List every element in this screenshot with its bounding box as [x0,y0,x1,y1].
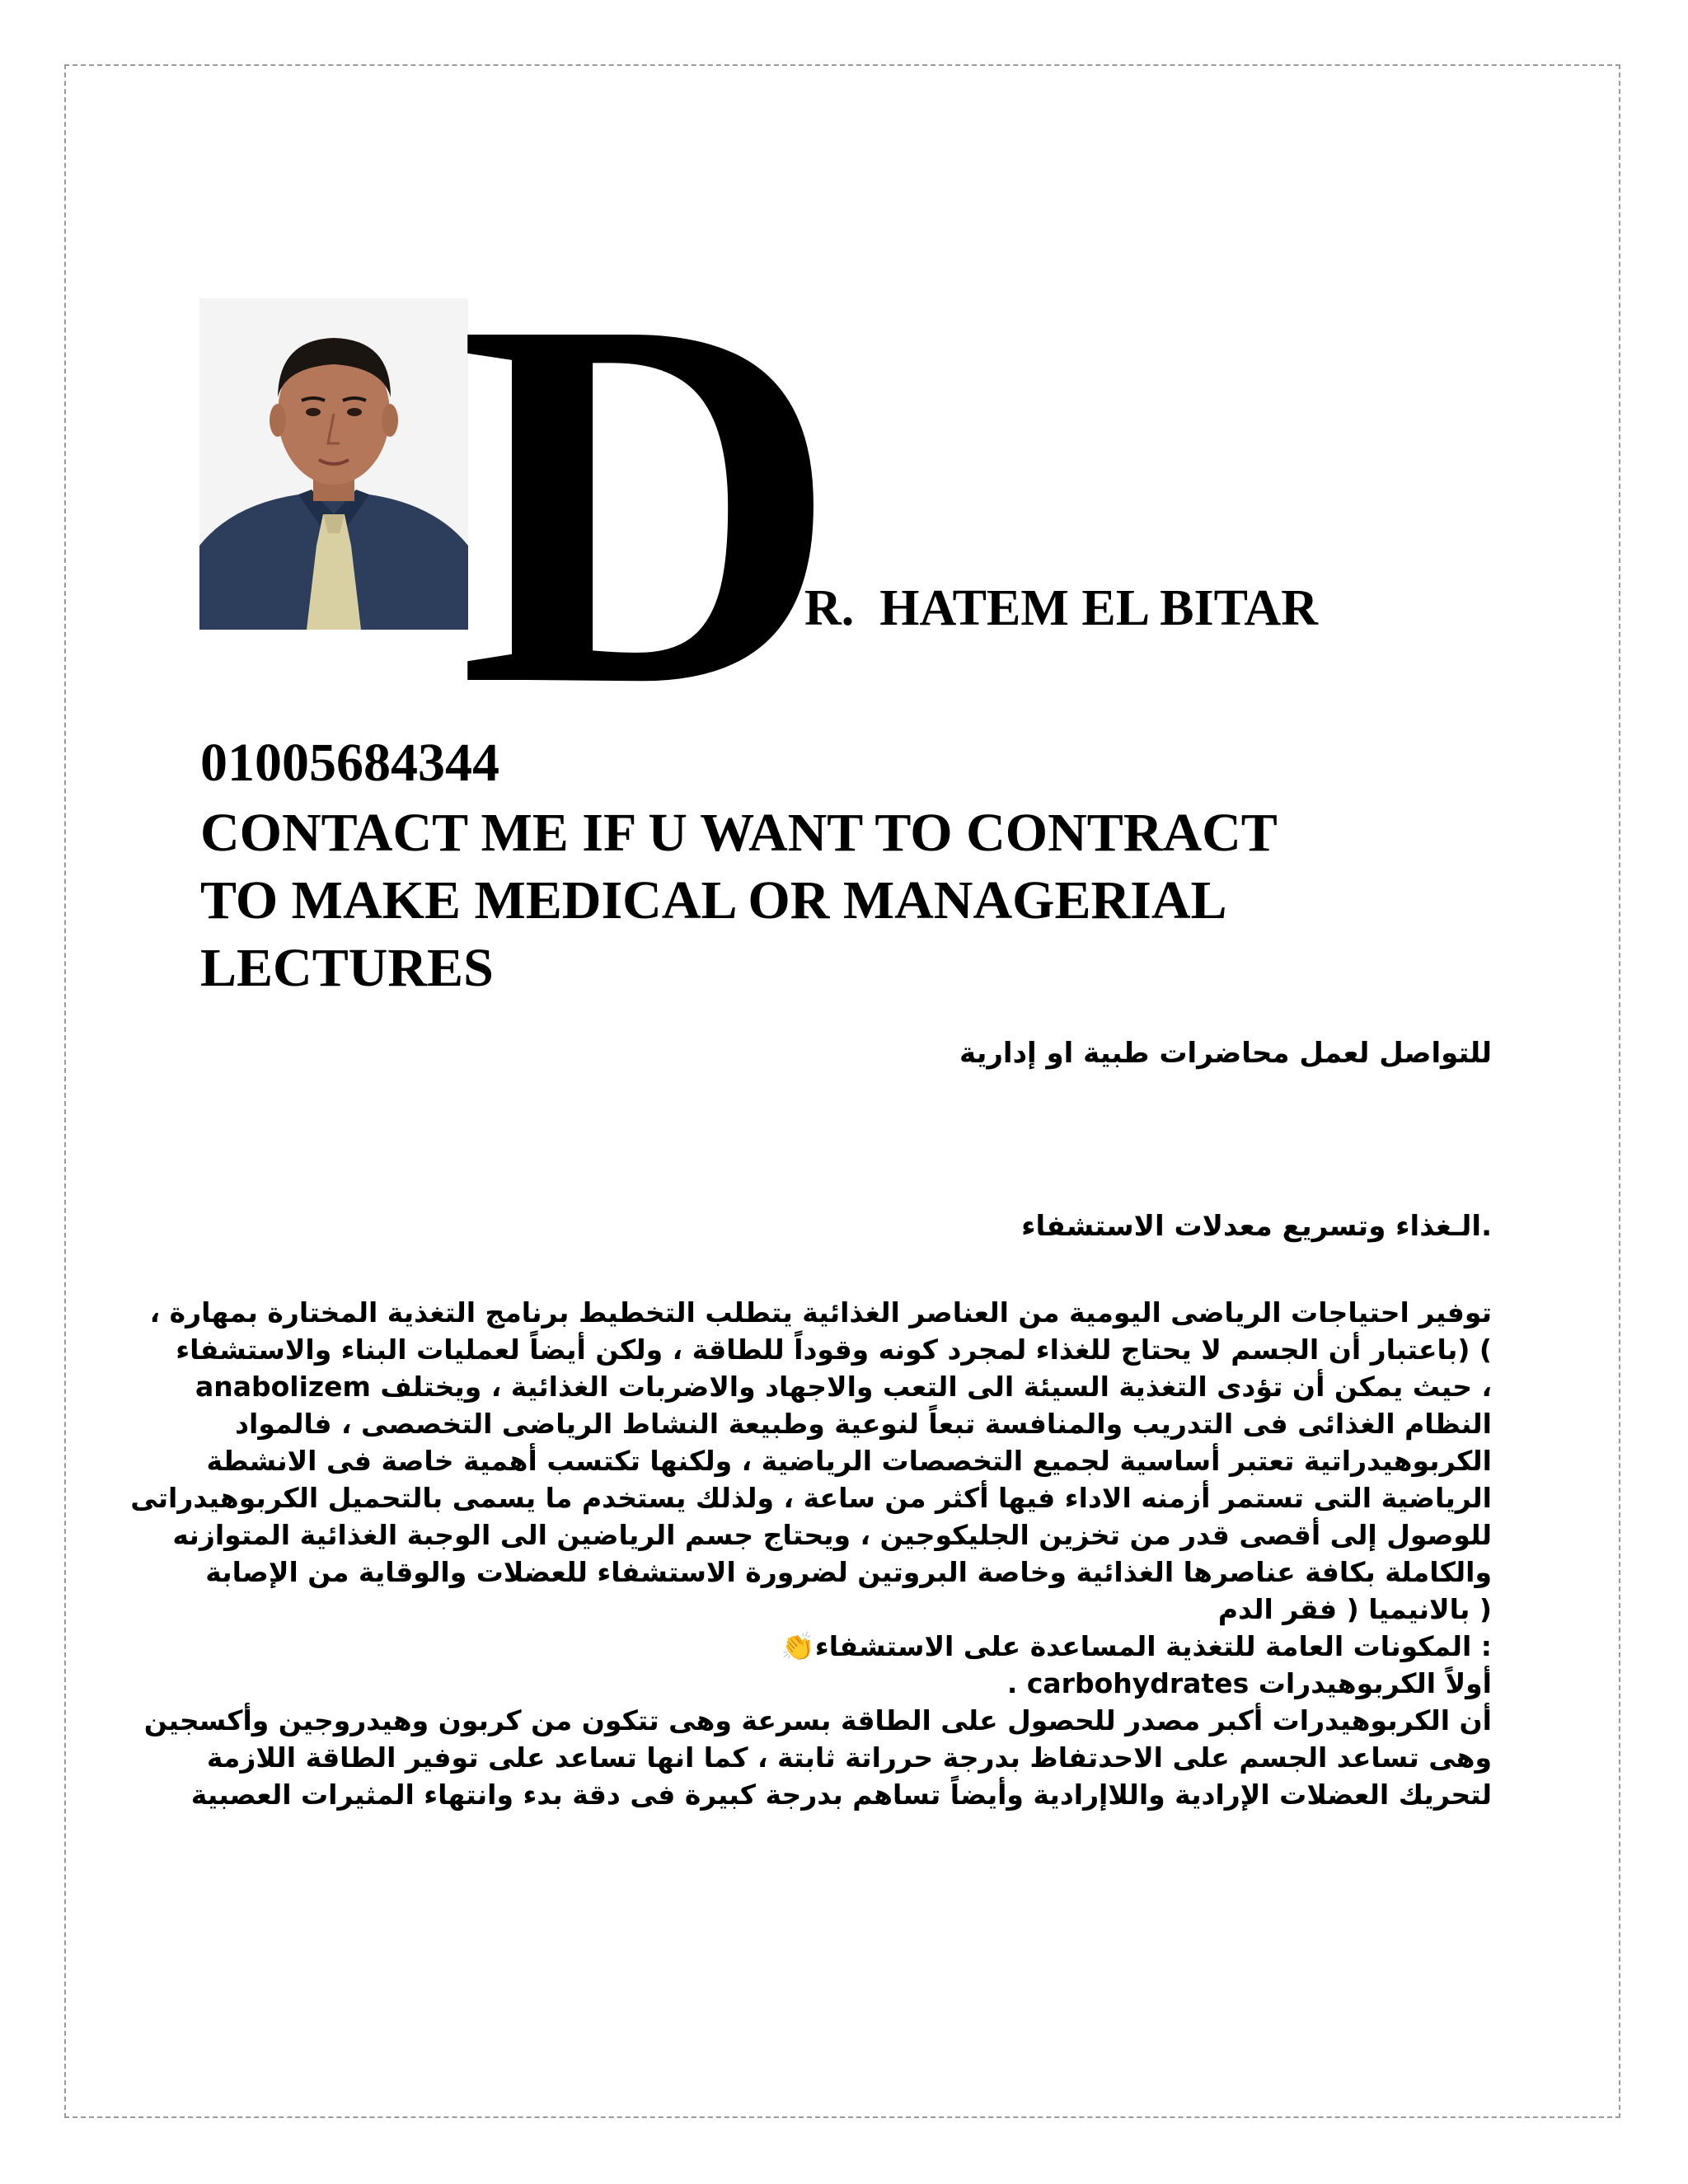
body-line: ( بالانيميا ( فقر الدم [1217,1593,1492,1625]
body-line: ) (باعتبار أن الجسم لا يحتاج للغذاء لمجرد كونه وقوداً للطاقة ، ولكن أيضاً لعمليات البناء والاستشفاء [176,1333,1492,1366]
contact-line: CONTACT ME IF U WANT TO CONTRACT [200,803,1278,863]
body-line: وهى تساعد الجسم على الاحدتفاظ بدرجة حرراتة ثابتة ، كما انها تساعد على توفير الطاقة اللازمة [206,1741,1492,1774]
author-name: R. HATEM EL BITAR [804,580,1318,636]
arabic-section-heading: .الـغذاء وتسريع معدلات الاستشفاء [1021,1210,1492,1243]
body-line: الكربوهيدراتية تعتبر أساسية لجميع التخصصات الرياضية ، ولكنها تكتسب أهمية خاصة فى الانشطة [206,1445,1492,1477]
body-line: للوصول إلى أقصى قدر من تخزين الجليكوجين ، ويحتاج جسم الرياضين الى الوجبة الغذائية المتوازنه [172,1519,1492,1551]
contact-line: TO MAKE MEDICAL OR MANAGERIAL [200,870,1227,930]
body-line: . carbohydrates أولاً الكربوهيدرات [1006,1667,1492,1699]
phone-number: 01005684344 [200,733,499,793]
body-line: توفير احتياجات الرياضى اليومية من العناصر الغذائية يتطلب التخطيط برنامج التغذية المختارة بمهارة ، [149,1296,1492,1329]
body-line: ، حيث يمكن أن تؤدى التغذية السيئة الى التعب والاجهاد والاضربات الغذائية ، ويختلف anabolizem [195,1371,1492,1403]
body-line: أن الكربوهيدرات أكبر مصدر للحصول على الطاقة بسرعة وهى تتكون من كربون وهيدروجين وأكسجين [143,1704,1492,1736]
body-line: والكاملة بكافة عناصرها الغذائية وخاصة البروتين لضرورة الاستشفاء للعضلات والوقاية من الإصابة [205,1556,1492,1588]
body-line: النظام الغذائى فى التدريب والمنافسة تبعاً لنوعية وطبيعة النشاط الرياضى التخصصى ، فالمواد [235,1408,1492,1440]
contact-line: LECTURES [200,938,494,998]
arabic-body-text [130,1294,1492,1813]
drop-cap-letter: D [458,211,840,794]
body-line: : المكونات العامة للتغذية المساعدة على الاستشفاء👏 [781,1630,1492,1662]
portrait-photo [199,298,468,630]
contact-statement [200,799,1437,1002]
body-line: الرياضية التى تستمر أزمنه الاداء فيها أكثر من ساعة ، ولذلك يستخدم ما يسمى بالتحميل الكربوهيدراتى [130,1482,1492,1514]
body-line: لتحريك العضلات الإرادية واللاإرادية وأيضاً تساهم بدرجة كبيرة فى دقة بدء وانتهاء المثيرات العصبية [190,1779,1492,1811]
arabic-contact-line: للتواصل لعمل محاضرات طبية او إدارية [959,1037,1492,1070]
